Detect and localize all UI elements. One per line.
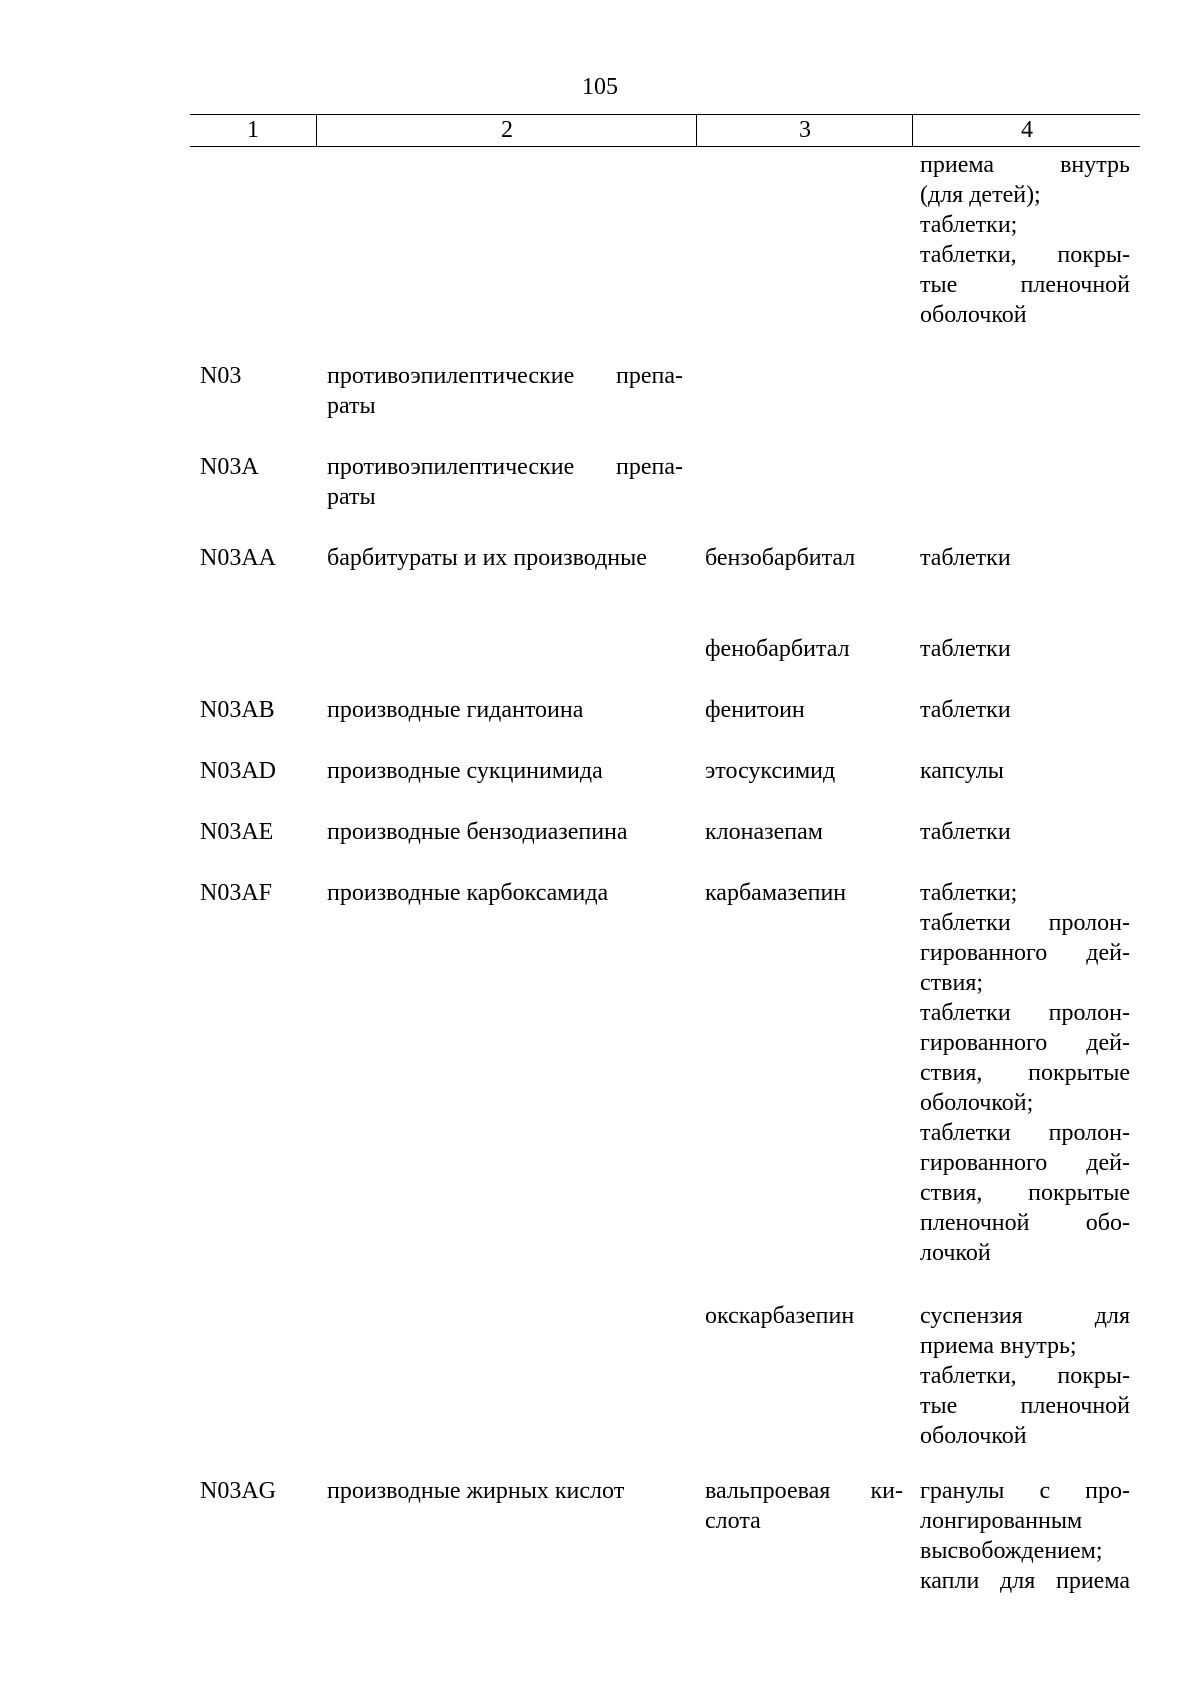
group-name (327, 361, 683, 421)
form-line: гированного дей- (920, 1030, 1130, 1056)
form-line: высвобождением; (920, 1538, 1103, 1564)
group-line: производные жирных кислот (327, 1478, 625, 1504)
drug-name (705, 817, 903, 847)
drug-name (705, 634, 903, 664)
drug-line: окскарбазепин (705, 1303, 855, 1329)
form-line: пленочной обо- (920, 1210, 1130, 1236)
group-name (327, 756, 683, 786)
atc-code: N03AF (200, 880, 273, 906)
dosage-forms (920, 1476, 1130, 1596)
group-line: раты (327, 393, 376, 419)
drug-name (705, 695, 903, 725)
atc-code: N03AD (200, 758, 276, 784)
dosage-forms (920, 695, 1130, 725)
dosage-forms (920, 817, 1130, 847)
atc-code: N03A (200, 454, 259, 480)
atc-code: N03AE (200, 819, 274, 845)
form-line: таблетки (920, 697, 1011, 723)
atc-code: N03 (200, 363, 242, 389)
dosage-forms (920, 1301, 1130, 1451)
form-line: таблетки; (920, 212, 1018, 238)
group-line: производные сукцинимида (327, 758, 603, 784)
dosage-forms (920, 878, 1130, 1268)
group-name (327, 543, 683, 573)
form-line: суспензия для (920, 1303, 1130, 1329)
header-col-3: 3 (696, 115, 913, 146)
group-line: производные бензодиазепина (327, 819, 628, 845)
form-line: таблетки; (920, 880, 1018, 906)
dosage-forms (920, 543, 1130, 573)
form-line: приема внутрь; (920, 1333, 1077, 1359)
group-name (327, 878, 683, 908)
group-name (327, 817, 683, 847)
drug-line: фенобарбитал (705, 636, 850, 662)
form-line: таблетки (920, 819, 1011, 845)
form-line: ствия; (920, 970, 984, 996)
header-col-2: 2 (316, 115, 697, 146)
form-line: оболочкой; (920, 1090, 1034, 1116)
page-number: 105 (582, 74, 618, 100)
atc-code: N03AG (200, 1478, 276, 1504)
drug-line: бензобарбитал (705, 545, 856, 571)
form-line: таблетки (920, 545, 1011, 571)
form-line: таблетки, покры- (920, 242, 1130, 268)
group-name (327, 452, 683, 512)
form-line: лочкой (920, 1240, 991, 1266)
form-line: таблетки пролон- (920, 1000, 1130, 1026)
form-line: гранулы с про- (920, 1478, 1130, 1504)
group-line: противоэпилептические препа- (327, 454, 683, 480)
form-line: ствия, покрытые (920, 1060, 1130, 1086)
group-line: производные карбоксамида (327, 880, 609, 906)
drug-line: слота (705, 1508, 761, 1534)
form-line: таблетки (920, 636, 1011, 662)
form-line: капсулы (920, 758, 1004, 784)
dosage-forms (920, 634, 1130, 664)
form-line: оболочкой (920, 1423, 1027, 1449)
drug-name (705, 1476, 903, 1536)
form-line: таблетки пролон- (920, 1120, 1130, 1146)
atc-code: N03AB (200, 697, 275, 723)
drug-line: вальпроевая ки- (705, 1478, 903, 1504)
drug-name (705, 756, 903, 786)
form-line: капли для приема (920, 1568, 1130, 1594)
group-line: барбитураты и их производные (327, 545, 647, 571)
form-line: оболочкой (920, 302, 1027, 328)
drug-line: этосуксимид (705, 758, 836, 784)
atc-code: N03AA (200, 545, 276, 571)
dosage-forms (920, 756, 1130, 786)
form-line: тые пленочной (920, 272, 1130, 298)
continuation-forms (920, 150, 1130, 330)
group-line: производные гидантоина (327, 697, 584, 723)
form-line: таблетки, покры- (920, 1363, 1130, 1389)
form-line: тые пленочной (920, 1393, 1130, 1419)
drug-line: клоназепам (705, 819, 823, 845)
drug-name (705, 878, 903, 908)
form-line: гированного дей- (920, 940, 1130, 966)
form-line: лонгированным (920, 1508, 1083, 1534)
drug-name (705, 543, 903, 573)
group-name (327, 1476, 683, 1506)
drug-line: карбамазепин (705, 880, 847, 906)
group-name (327, 695, 683, 725)
drug-name (705, 1301, 903, 1331)
form-line: гированного дей- (920, 1150, 1130, 1176)
form-line: таблетки пролон- (920, 910, 1130, 936)
form-line: ствия, покрытые (920, 1180, 1130, 1206)
drug-line: фенитоин (705, 697, 805, 723)
form-line: приема внутрь (920, 152, 1130, 178)
group-line: противоэпилептические препа- (327, 363, 683, 389)
header-col-1: 1 (247, 117, 259, 143)
group-line: раты (327, 484, 376, 510)
table-header (190, 114, 1140, 147)
header-col-4: 4 (912, 115, 1141, 146)
form-line: (для детей); (920, 182, 1041, 208)
